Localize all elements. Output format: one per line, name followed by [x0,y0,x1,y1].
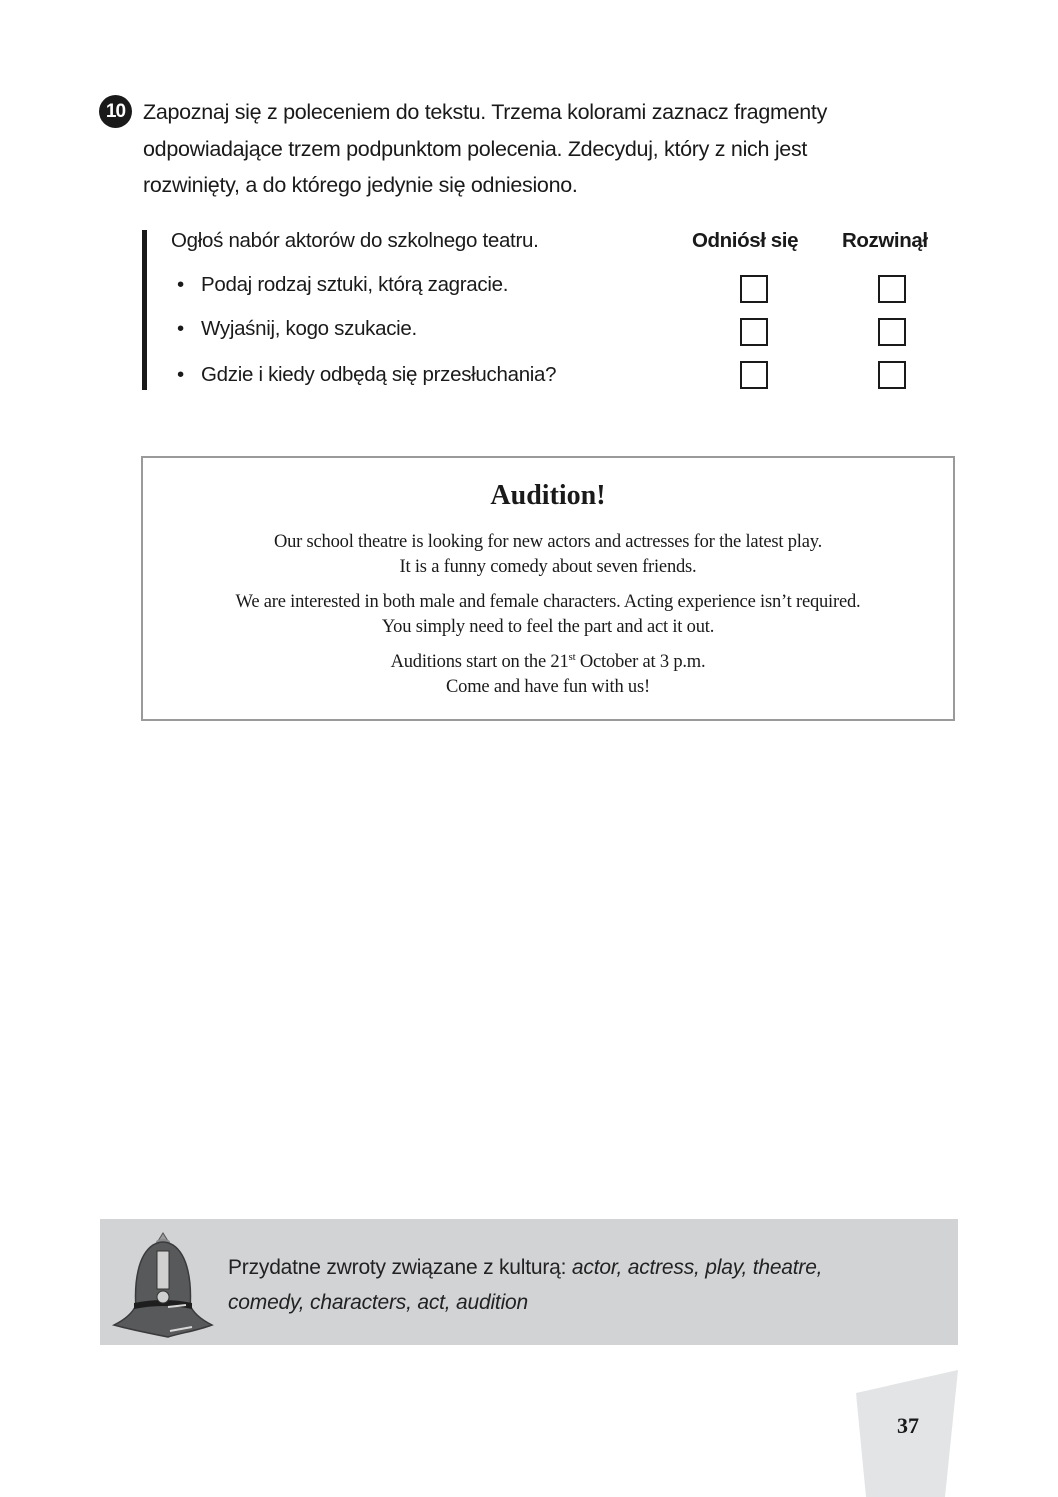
notice-title: Audition! [490,480,606,511]
notice-time-text: October at 3 p.m. [575,652,706,672]
notice-line [143,650,953,675]
tip-line [228,1250,948,1285]
checkbox-odniosl-item-2[interactable] [740,318,768,346]
useful-phrases-text [228,1250,948,1320]
audition-notice [141,456,955,721]
exercise-instruction [143,94,913,204]
checkbox-odniosl-item-1[interactable] [740,275,768,303]
task-item [177,273,508,297]
tip-phrases: comedy, characters, act, audition [228,1291,528,1314]
bullet: • [177,363,184,386]
task-item-text: Wyjaśnij, kogo szukacie. [201,317,417,340]
page-number: 37 [897,1413,919,1438]
instruction-line: rozwinięty, a do którego jedynie się odniesiono. [143,173,578,197]
exercise-number-badge: 10 [99,95,132,128]
task-item-text: Podaj rodzaj sztuki, którą zagracie. [201,273,509,296]
notice-line: It is a funny comedy about seven friends. [399,557,697,577]
checkbox-odniosl-item-3[interactable] [740,361,768,389]
notice-date-text: Auditions start on the 21 [390,652,569,672]
column-header-rozwinal: Rozwinął [842,229,928,252]
ordinal-suffix: st [568,650,576,663]
bullet: • [177,317,184,340]
task-heading: Ogłoś nabór aktorów do szkolnego teatru. [171,229,539,252]
task-item [177,317,417,341]
task-item [177,363,556,387]
notice-paragraph [143,590,953,640]
notice-paragraph [143,530,953,580]
task-item-text: Gdzie i kiedy odbędą się przesłuchania? [201,363,557,386]
notice-line: Come and have fun with us! [446,677,650,697]
notice-line: You simply need to feel the part and act it out. [381,617,715,637]
tip-prefix: Przydatne zwroty związane z kulturą: [228,1256,572,1279]
tip-phrases: actor, actress, play, theatre, [571,1256,823,1279]
checkbox-rozwinal-item-3[interactable] [878,361,906,389]
police-helmet-exclamation-icon [108,1227,218,1339]
checkbox-rozwinal-item-2[interactable] [878,318,906,346]
notice-line: We are interested in both male and female characters. Acting experience isn’t required. [235,592,861,612]
checkbox-rozwinal-item-1[interactable] [878,275,906,303]
notice-paragraph [143,650,953,700]
column-header-odniosl: Odniósł się [692,229,799,252]
instruction-line: odpowiadające trzem podpunktom polecenia. Zdecyduj, który z nich jest [143,136,808,161]
instruction-line: Zapoznaj się z poleceniem do tekstu. Trzema kolorami zaznacz fragmenty [143,100,828,124]
bullet: • [177,273,184,296]
useful-phrases-box [100,1219,958,1345]
task-left-bar [142,230,147,390]
notice-line: Our school theatre is looking for new actors and actresses for the latest play. [273,532,823,552]
